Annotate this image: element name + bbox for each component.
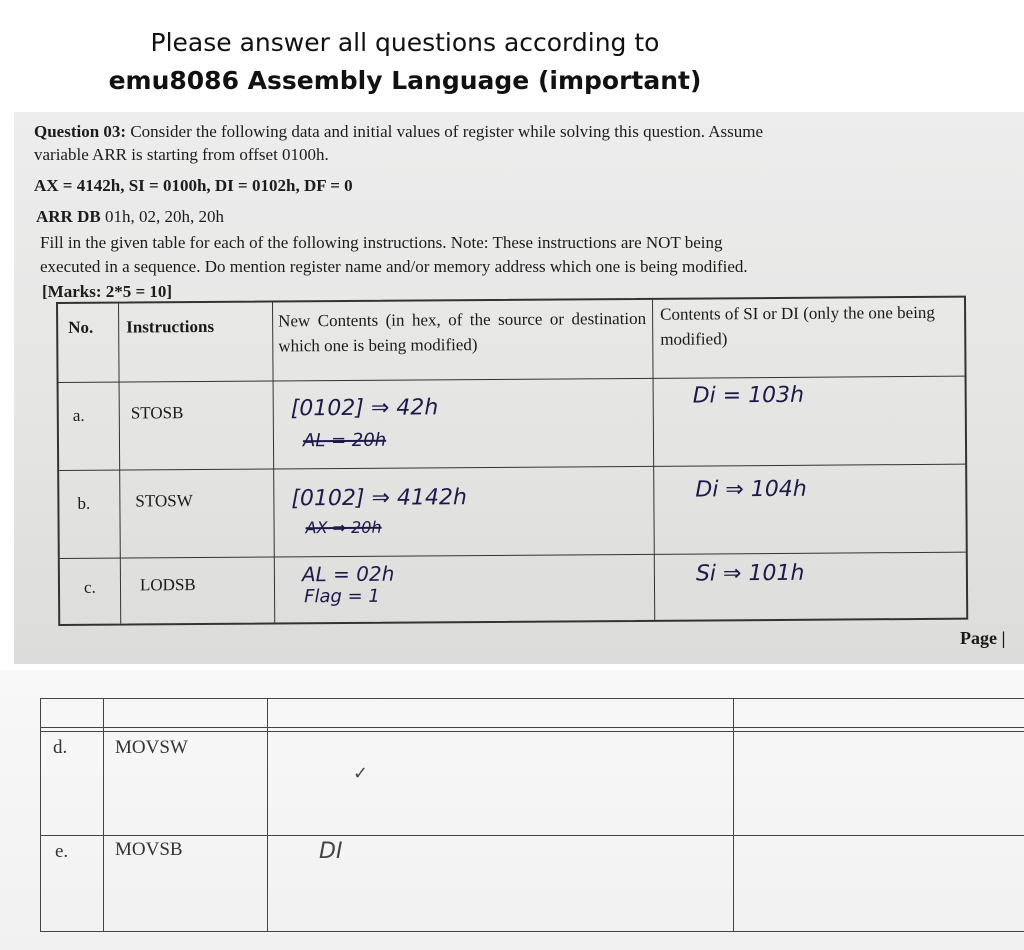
row-e-instruction: MOVSB	[115, 839, 183, 860]
question-intro	[34, 122, 763, 142]
row-d-instruction: MOVSW	[115, 737, 188, 758]
row-b-crossed-out: AX ⇒ 20h	[305, 517, 382, 538]
arr-values: 01h, 02, 20h, 20h	[100, 207, 224, 226]
fill-instruction-line1: Fill in the given table for each of the following instructions. Note: These instructions are NOT being	[40, 233, 723, 252]
row-b-no: b.	[77, 493, 91, 513]
page-label: Page |	[960, 628, 1006, 648]
register-values: AX = 4142h, SI = 0100h, DI = 0102h, DF = 0	[34, 176, 353, 195]
continued-table-photo	[0, 670, 1024, 950]
row-e-no: e.	[55, 841, 69, 862]
header-language: emu8086 Assembly Language (important)	[108, 66, 702, 95]
continued-table	[40, 698, 1024, 932]
row-c-flag: Flag = 1	[303, 585, 380, 608]
header-instructions: Instructions	[126, 316, 215, 337]
row-e-answer: DI	[319, 839, 343, 864]
header-new-contents: New Contents (in hex, of the source or destination which one is being modified)	[278, 308, 647, 356]
row-a-answer: [0102] ⇒ 42h	[290, 395, 439, 422]
answer-table	[56, 296, 968, 626]
header-instruction: Please answer all questions according to	[150, 28, 660, 57]
question-label: Question 03:	[34, 122, 127, 141]
row-c-si-di: Si ⇒ 101h	[695, 560, 805, 587]
row-b-si-di: Di ⇒ 104h	[695, 476, 807, 503]
row-d-checkmark: ✓	[353, 763, 369, 784]
arr-definition	[36, 207, 224, 227]
header-no: No.	[68, 317, 94, 337]
fill-instruction-line2: executed in a sequence. Do mention register name and/or memory address which one is being modified.	[40, 257, 748, 276]
row-d-no: d.	[53, 737, 68, 758]
row-a-crossed-out: AL = 20h	[302, 429, 387, 452]
arr-keyword: ARR DB	[36, 207, 101, 226]
question-text: Consider the following data and initial values of register while solving this question. Assume	[126, 122, 764, 141]
row-b-answer: [0102] ⇒ 4142h	[291, 485, 467, 512]
header-si-di: Contents of SI or DI (only the one being modified)	[660, 302, 935, 349]
question-photo	[14, 112, 1024, 664]
row-c-instruction: LODSB	[139, 575, 196, 595]
row-c-no: c.	[83, 577, 96, 597]
variable-line: variable ARR is starting from offset 0100h.	[34, 145, 329, 164]
row-a-no: a.	[72, 405, 85, 425]
row-a-si-di: Di = 103h	[692, 382, 805, 409]
row-c-answer: AL = 02h	[301, 561, 395, 587]
row-a-instruction: STOSB	[130, 403, 184, 423]
row-b-instruction: STOSW	[135, 491, 193, 511]
marks-label: [Marks: 2*5 = 10]	[42, 282, 173, 301]
